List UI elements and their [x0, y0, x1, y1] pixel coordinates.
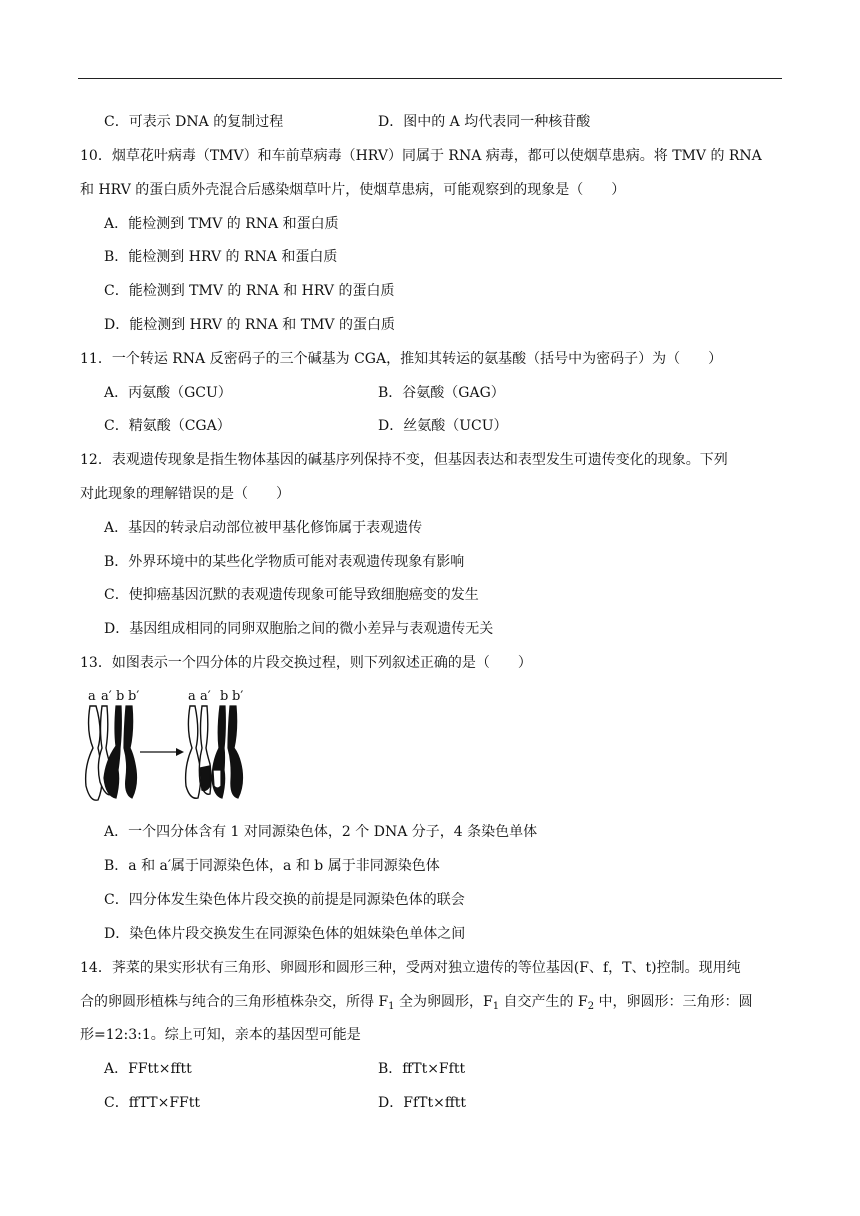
q9-option-d: D．图中的 A 均代表同一种核苷酸: [378, 114, 591, 130]
q12-stem-line2: 对此现象的理解错误的是（ ）: [80, 486, 290, 502]
q14-option-a: A．FFtt×fftt: [104, 1061, 192, 1077]
figure-label-a-right: a: [188, 689, 196, 704]
q11-stem: 11．一个转运 RNA 反密码子的三个碱基为 CGA，推知其转运的氨基酸（括号中为密码子）为（ ）: [80, 351, 723, 367]
q12-option-a: A．基因的转录启动部位被甲基化修饰属于表观遗传: [104, 520, 423, 536]
figure-label-a-prime-right: a′: [200, 689, 211, 704]
q14-option-d: D．FfTt×fftt: [378, 1095, 467, 1111]
header-rule: [78, 78, 782, 79]
right-black-chromosome: [212, 706, 243, 798]
q13-option-c: C．四分体发生染色体片段交换的前提是同源染色体的联会: [104, 892, 465, 908]
arrow-icon: [140, 748, 184, 756]
q12-option-b: B．外界环境中的某些化学物质可能对表观遗传现象有影响: [104, 554, 465, 570]
q11-option-a: A．丙氨酸（GCU）: [104, 385, 232, 401]
figure-label-b-left: b: [116, 689, 125, 704]
q14-subscript-1a: 1: [388, 1001, 395, 1012]
q10-option-a: A．能检测到 TMV 的 RNA 和蛋白质: [104, 216, 339, 232]
q13-option-a: A．一个四分体含有 1 对同源染色体，2 个 DNA 分子，4 条染色单体: [104, 824, 538, 840]
q11-option-b: B．谷氨酸（GAG）: [378, 385, 505, 401]
q10-option-b: B．能检测到 HRV 的 RNA 和蛋白质: [104, 249, 338, 265]
left-black-chromosome: [104, 706, 137, 798]
q14-option-b: B．ffTt×Fftt: [378, 1061, 466, 1077]
q14-stem-line3: 形=12:3:1。综上可知，亲本的基因型可能是: [80, 1027, 361, 1043]
q14-subscript-1b: 1: [492, 1001, 500, 1012]
q14-stem-line2: [80, 992, 753, 1017]
q14-subscript-2: 2: [587, 1001, 595, 1012]
figure-label-a-left: a: [88, 689, 96, 704]
q10-stem-line2: 和 HRV 的蛋白质外壳混合后感染烟草叶片，使烟草患病，可能观察到的现象是（ ）: [80, 182, 626, 198]
tetrad-crossover-figure: [76, 686, 256, 808]
q14-stem2-part-c: 自交产生的 F: [499, 994, 588, 1010]
q12-stem-line1: 12．表观遗传现象是指生物体基因的碱基序列保持不变，但基因表达和表型发生可遗传变化的现象。下列: [80, 452, 728, 468]
q10-stem-line1: 10．烟草花叶病毒（TMV）和车前草病毒（HRV）同属于 RNA 病毒，都可以使烟草患病。将 TMV 的 RNA: [80, 148, 762, 164]
right-white-chromosome: [186, 706, 211, 798]
q10-option-d: D．能检测到 HRV 的 RNA 和 TMV 的蛋白质: [104, 317, 395, 333]
figure-label-a-prime-left: a′: [101, 689, 112, 704]
q14-option-c: C．ffTT×FFtt: [104, 1095, 201, 1111]
q14-stem2-part-a: 合的卵圆形植株与纯合的三角形植株杂交，所得 F: [80, 994, 389, 1010]
figure-label-b-right: b: [220, 689, 229, 704]
q11-option-d: D．丝氨酸（UCU）: [378, 418, 508, 434]
q12-option-c: C．使抑癌基因沉默的表观遗传现象可能导致细胞癌变的发生: [104, 587, 479, 603]
figure-label-b-prime-right: b′: [232, 689, 244, 704]
figure-label-b-prime-left: b′: [128, 689, 140, 704]
q14-stem2-part-b: 全为卵圆形，F: [394, 994, 493, 1010]
q13-option-d: D．染色体片段交换发生在同源染色体的姐妹染色单体之间: [104, 926, 466, 942]
q12-option-d: D．基因组成相同的同卵双胞胎之间的微小差异与表观遗传无关: [104, 621, 494, 637]
q9-option-c: C．可表示 DNA 的复制过程: [104, 114, 284, 130]
q10-option-c: C．能检测到 TMV 的 RNA 和 HRV 的蛋白质: [104, 283, 395, 299]
q11-option-c: C．精氨酸（CGA）: [104, 418, 231, 434]
q14-stem-line1: 14．荠菜的果实形状有三角形、卵圆形和圆形三种，受两对独立遗传的等位基因(F、f，T、t)控制。现用纯: [80, 960, 741, 976]
q14-stem2-part-d: 中，卵圆形：三角形：圆: [594, 994, 753, 1010]
q13-option-b: B．a 和 a′属于同源染色体，a 和 b 属于非同源染色体: [104, 858, 440, 874]
q13-stem: 13．如图表示一个四分体的片段交换过程，则下列叙述正确的是（ ）: [80, 655, 532, 671]
